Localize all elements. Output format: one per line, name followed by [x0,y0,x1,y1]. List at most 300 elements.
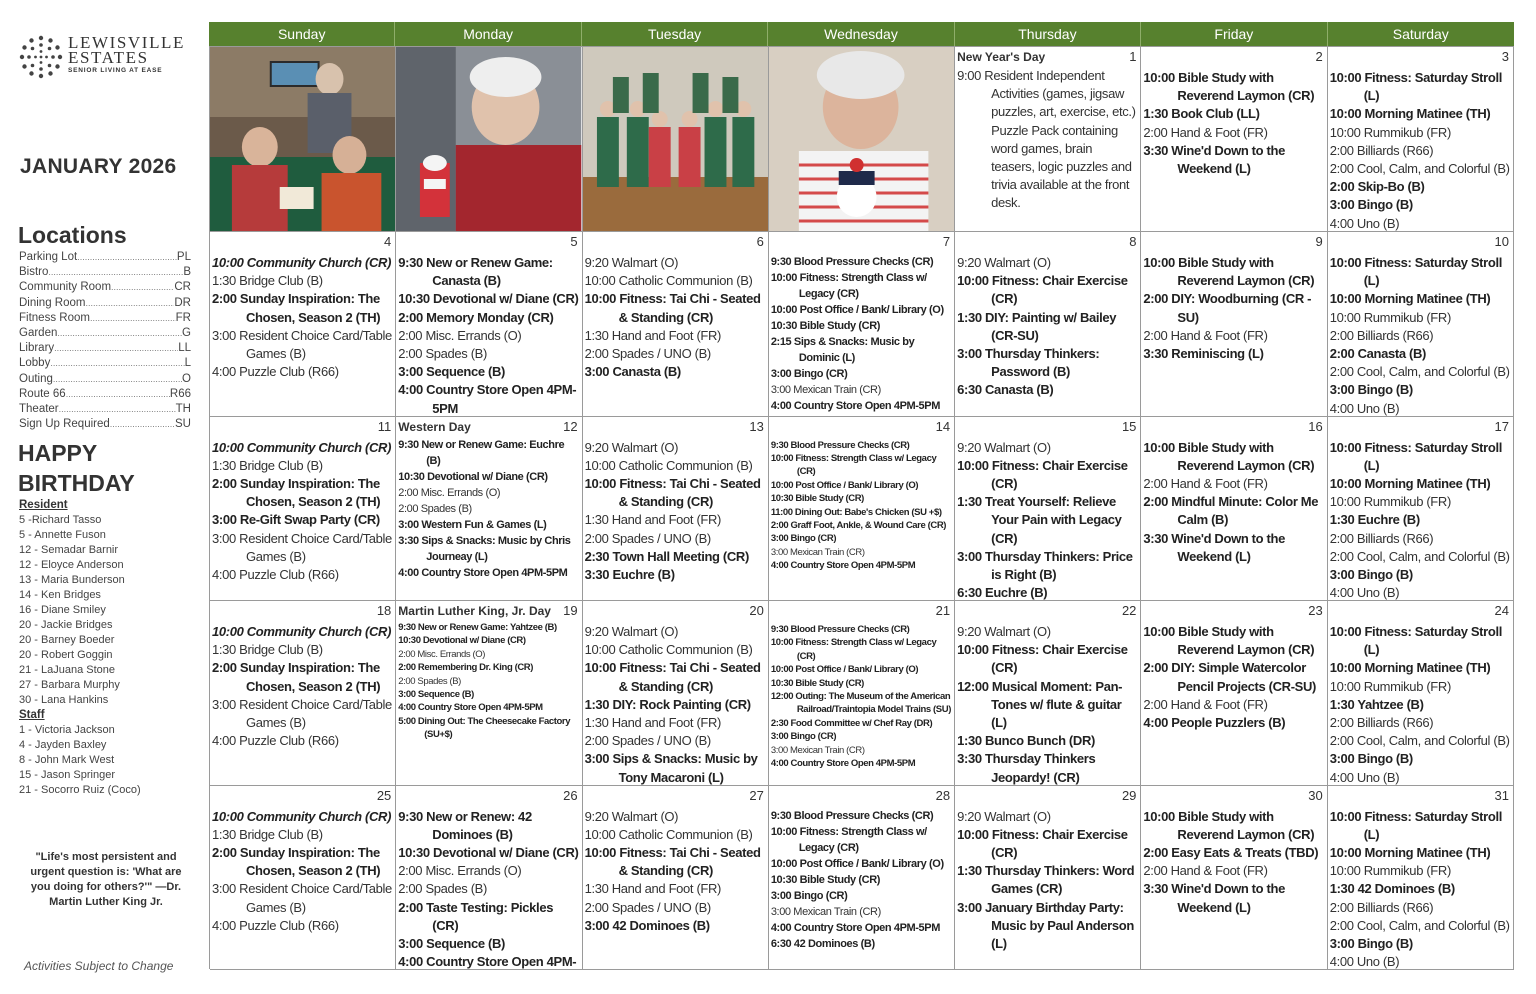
logo-tagline: SENIOR LIVING AT EASE [68,67,163,74]
leader-dots [54,341,178,356]
event-item: 10:30 Devotional w/ Diane (CR) [398,844,579,860]
event-item: 3:00 Bingo (B) [1329,751,1413,767]
event-list [1330,808,1510,971]
location-name: Library [19,342,55,355]
weekday-friday: Friday [1141,22,1327,46]
resident-birthday: 27 - Barbara Murphy [19,679,120,691]
event-item: 2:00 Cool, Calm, and Colorful (B) [1329,161,1510,177]
event-item: 10:00 Fitness: Saturday Stroll (L) [1329,70,1502,104]
event-item: 6:30 42 Dominoes (B) [770,937,875,950]
weekday-thursday: Thursday [955,22,1141,46]
event-item: 2:00 DIY: Woodburning (CR - SU) [1143,291,1312,325]
location-code: PL [176,251,191,263]
day-number: 25 [376,787,392,803]
event-item: 4:00 Country Store Open 4PM-5PM [770,758,916,770]
event-item: 2:00 Spades / UNO (B) [584,899,711,915]
resident-birthday: 12 - Semadar Barnir [19,544,119,556]
event-item: 10:00 Catholic Communion (B) [584,826,753,842]
birthday-heading-line1: HAPPY [18,440,98,466]
event-item: 1:30 Hand and Foot (FR) [584,512,722,528]
event-item: 2:00 Taste Testing: Pickles (CR) [398,899,554,933]
event-item: 2:00 Spades (B) [398,881,487,897]
event-item: 10:00 Rummikub (FR) [1329,309,1451,325]
holiday-label: New Year's Day [957,50,1046,64]
event-item: 4:00 Uno (B) [1329,400,1400,416]
event-item: 3:00 Sequence (B) [398,935,506,951]
day-cell-1 [955,47,1141,232]
event-list [1330,69,1510,232]
day-cell-16 [1141,417,1327,602]
event-item: 3:00 January Birthday Party: Music by Paul Anderson (L) [957,899,1134,951]
logo-line2: ESTATES [68,48,149,67]
day-number: 20 [749,603,764,618]
photo-resident-with-snowman [769,47,955,232]
day-number: 26 [563,787,578,803]
event-item: 4:00 People Puzzlers (B) [1143,715,1286,731]
event-item: 3:00 Thursday Thinkers: Password (B) [957,346,1100,380]
day-cell-28 [769,786,955,971]
event-list [957,808,1137,954]
event-item: 3:00 Bingo (CR) [770,368,848,380]
event-item: 10:30 Bible Study (CR) [770,320,881,332]
event-item: 4:00 Country Store Open 4PM-5PM [770,560,916,572]
event-item: 3:00 Sequence (B) [398,689,474,701]
event-list [212,439,392,585]
day-cell-29 [955,786,1141,971]
locations-heading: Locations [18,222,127,248]
lewisville-estates-logo [18,34,198,82]
day-number: 9 [1315,234,1323,249]
event-item: 10:00 Fitness: Strength Class w/ Legacy (CR) [770,637,937,662]
photo-group-residents [583,47,769,232]
event-item: 4:00 Uno (B) [1329,215,1400,231]
location-name: Dining Room [19,296,86,309]
day-number: 12 [563,418,578,434]
event-item: 9:20 Walmart (O) [584,808,679,824]
event-item: 9:20 Walmart (O) [584,255,679,270]
event-item: 10:00 Fitness: Strength Class w/ Legacy (CR) [770,272,927,300]
photo-residents-with-cards [210,47,396,232]
event-item: 9:20 Walmart (O) [957,624,1051,639]
day-cell-30 [1141,786,1327,971]
event-item: 3:00 Bingo (CR) [770,731,837,743]
event-list [1143,439,1323,566]
event-item: 2:00 Spades / UNO (B) [584,346,711,362]
day-number: 29 [1121,787,1137,803]
staff-birthday: 8 - John Mark West [19,754,115,766]
event-item: 10:30 Bible Study (CR) [770,873,881,886]
locations-list [19,250,191,432]
day-cell-15 [955,417,1141,602]
day-cell-13 [583,417,769,602]
event-item: 10:00 Rummikub (FR) [1329,124,1451,140]
day-number: 17 [1494,418,1509,434]
event-item: 10:00 Community Church (CR) [212,624,392,639]
event-item: 10:00 Post Office / Bank/ Library (O) [770,664,919,676]
event-item: 10:00 Fitness: Tai Chi - Seated & Standing (CR) [584,475,761,510]
location-item [19,296,191,311]
event-item: 10:00 Post Office / Bank/ Library (O) [770,304,944,316]
day-number: 6 [756,234,764,249]
event-list [771,439,951,573]
holiday-label: Western Day [398,419,471,434]
day-number: 15 [1121,418,1137,434]
event-item: 10:00 Fitness: Saturday Stroll (L) [1329,439,1502,473]
event-list [212,254,392,381]
resident-birthday-list [19,513,204,708]
location-name: Outing [19,372,53,385]
event-item: 3:00 42 Dominoes (B) [584,917,710,933]
event-item: 3:00 Western Fun & Games (L) [398,518,547,531]
event-list [398,437,578,581]
location-code: FR [175,311,191,324]
location-name: Lobby [19,357,51,370]
event-item: 2:00 Sunday Inspiration: The Chosen, Season 2 (TH) [212,844,381,879]
event-item: 3:30 Sips & Snacks: Music by Chris Journeay (L) [398,534,571,563]
location-name: Theater [19,403,59,416]
location-name: Fitness Room [19,311,90,324]
location-code: R66 [169,387,191,400]
event-item: 10:00 Fitness: Tai Chi - Seated & Standing (CR) [584,844,761,879]
event-item: 2:00 Hand & Foot (FR) [1143,327,1268,343]
day-number: 1 [1129,49,1137,64]
day-cell-27 [583,786,769,971]
resident-birthday: 20 - Robert Goggin [19,649,113,661]
event-item: 10:00 Catholic Communion (B) [584,457,753,473]
event-item: 9:30 New or Renew Game: Yahtzee (B) [398,622,557,633]
resident-birthday: 14 - Ken Bridges [19,589,101,601]
location-code: O [182,372,191,385]
day-number: 3 [1501,49,1509,64]
location-name: Garden [19,327,58,340]
location-code: L [184,357,191,370]
event-item: 3:30 Reminiscing (L) [1143,346,1264,362]
event-item: 2:00 Skip-Bo (B) [1329,179,1425,195]
location-code: B [183,266,191,279]
event-item: 12:00 Musical Moment: Pan-Tones w/ flute & guitar (L) [957,678,1123,731]
location-code: SU [175,418,191,431]
event-item: 1:30 Yahtzee (B) [1329,696,1424,712]
event-item: 2:00 Spades (B) [398,346,487,362]
event-item: 2:00 Cool, Calm, and Colorful (B) [1329,548,1510,564]
event-item: 1:30 Hand and Foot (FR) [584,881,722,897]
event-item: 2:00 Misc. Errands (O) [398,327,522,343]
event-list [585,254,765,381]
weekday-tuesday: Tuesday [582,22,768,46]
event-list [398,808,578,971]
event-item: 10:00 Fitness: Chair Exercise (CR) [957,273,1128,307]
event-item: 3:00 Resident Choice Card/Table Games (B) [212,530,392,564]
weekday-header [209,22,1514,46]
location-item [19,341,191,356]
event-item: 3:00 Bingo (B) [1329,935,1413,951]
location-name: Parking Lot [19,251,78,263]
event-item: 1:30 Euchre (B) [1329,512,1420,528]
location-item [19,326,191,341]
weekday-sunday: Sunday [209,22,395,46]
event-item: 3:00 Mexican Train (CR) [770,744,865,756]
day-number: 2 [1315,49,1323,64]
event-item: 4:00 Puzzle Club (R66) [212,566,339,582]
event-item: 9:30 Blood Pressure Checks (CR) [770,439,910,451]
event-item: 10:00 Rummikub (FR) [1329,863,1451,879]
day-cell-23 [1141,601,1327,786]
location-item [19,387,191,402]
day-cell-8 [955,232,1141,417]
event-item: 10:00 Morning Matinee (TH) [1329,291,1491,307]
location-code: LL [178,342,191,355]
day-number: 21 [935,603,951,618]
event-item: 10:00 Morning Matinee (TH) [1329,844,1491,860]
event-item: 3:00 Resident Choice Card/Table Games (B) [212,696,392,731]
event-item: 2:00 Sunday Inspiration: The Chosen, Season 2 (TH) [212,475,381,510]
event-item: 3:00 Bingo (CR) [770,889,848,902]
day-cell-31 [1328,786,1514,971]
leader-dots [53,372,182,387]
event-list [1143,808,1323,917]
staff-birthday-list [19,723,204,798]
event-item: 1:30 Bridge Club (B) [212,457,323,473]
day-number: 28 [935,787,951,803]
event-item: 10:00 Catholic Communion (B) [584,642,753,658]
event-item: 4:00 Country Store Open 4PM-5PM [398,382,577,416]
event-item: 10:00 Fitness: Tai Chi - Seated & Standing (CR) [584,660,761,694]
event-item: 2:00 Misc. Errands (O) [398,863,522,879]
calendar-grid [209,46,1514,969]
event-item: 9:20 Walmart (O) [957,439,1051,455]
day-number: 5 [570,234,578,249]
logo-dot-circle-icon [18,34,64,80]
holiday-label: Martin Luther King, Jr. Day [398,604,551,618]
event-item: 10:00 Fitness: Chair Exercise (CR) [957,826,1128,860]
event-item: 10:30 Devotional w/ Diane (CR) [398,470,548,483]
day-number: 16 [1308,418,1323,434]
event-item: 4:00 Puzzle Club (R66) [212,917,339,933]
event-item: 1:30 Thursday Thinkers: Word Games (CR) [957,863,1135,897]
leader-dots [50,356,184,371]
event-list [1330,439,1510,602]
event-item: 3:00 Bingo (B) [1329,197,1413,213]
event-item: 3:30 Wine'd Down to the Weekend (L) [1143,530,1285,564]
event-item: 10:00 Fitness: Strength Class w/ Legacy (CR) [770,825,927,854]
leader-dots [85,296,174,311]
staff-birthday: 1 - Victoria Jackson [19,724,115,736]
event-item: 1:30 Bridge Club (B) [212,273,323,289]
birthday-heading [18,438,188,498]
event-item: 4:00 Uno (B) [1329,954,1400,970]
day-number: 8 [1129,234,1137,249]
event-list [957,67,1137,213]
event-item: 3:30 Euchre (B) [584,566,675,582]
event-item: 3:30 Wine'd Down to the Weekend (L) [1143,142,1285,177]
event-list [1143,623,1323,732]
location-name: Community Room [19,281,112,294]
event-item: 1:30 Bunco Bunch (DR) [957,733,1095,749]
event-item: 9:30 Blood Pressure Checks (CR) [770,256,934,268]
photo-resident-with-gnome [396,47,582,232]
event-item: 6:30 Canasta (B) [957,382,1054,398]
staff-birthday: 15 - Jason Springer [19,769,115,781]
event-item: 2:00 Graff Foot, Ankle, & Wound Care (CR) [770,519,947,531]
staff-birthday: 21 - Socorro Ruiz (Coco) [19,784,141,796]
event-item: 9:30 New or Renew Game: Canasta (B) [398,255,553,289]
event-item: 11:00 Dining Out: Babe's Chicken (SU +$) [770,506,942,518]
event-item: 10:00 Bible Study with Reverend Laymon (CR) [1143,255,1315,289]
event-item: 4:00 Country Store Open 4PM-5PM [398,566,568,579]
resident-birthday: 20 - Barney Boeder [19,634,115,646]
month-title: JANUARY 2026 [20,155,177,178]
event-item: 2:00 Spades / UNO (B) [584,733,711,749]
day-cell-21 [769,601,955,786]
event-item: 10:00 Rummikub (FR) [1329,494,1451,510]
location-name: Sign Up Required [19,418,110,431]
event-item: 2:00 Mindful Minute: Color Me Calm (B) [1143,494,1319,528]
event-item: 2:00 Billiards (R66) [1329,530,1434,546]
event-item: 10:00 Fitness: Chair Exercise (CR) [957,642,1128,676]
event-item: 2:00 Billiards (R66) [1329,142,1434,158]
event-item: 10:00 Community Church (CR) [212,255,392,270]
event-item: 9:20 Walmart (O) [957,808,1051,824]
event-list [1330,623,1510,786]
event-list [957,623,1137,786]
day-cell-14 [769,417,955,602]
event-list [957,254,1137,400]
event-item: 1:30 DIY: Rock Painting (CR) [584,696,751,712]
event-item: 10:00 Bible Study with Reverend Laymon (CR) [1143,624,1315,658]
event-item: 3:00 Mexican Train (CR) [770,905,881,918]
mlk-quote: "Life's most persistent and urgent question is: 'What are you doing for others?'" —Dr. Martin Luther King Jr. [30,851,182,908]
event-item: 4:00 Country Store Open 4PM-5PM [770,400,940,412]
day-number: 14 [935,418,951,434]
day-cell-4 [210,232,396,417]
event-item: 2:15 Sips & Snacks: Music by Dominic (L) [770,336,915,364]
birthday-block [19,498,204,798]
event-list [1143,254,1323,363]
day-number: 7 [942,234,951,249]
location-name: Bistro [19,266,49,279]
event-item: 10:00 Fitness: Saturday Stroll (L) [1329,624,1502,658]
leader-dots [57,326,182,341]
event-item: 3:00 Mexican Train (CR) [770,384,881,396]
day-number: 19 [563,603,578,618]
event-item: 10:00 Morning Matinee (TH) [1329,660,1491,676]
event-item: 2:00 Memory Monday (CR) [398,309,554,325]
resident-heading: Resident [19,499,68,511]
event-item: 1:30 Bridge Club (B) [212,826,323,842]
event-item: 4:00 Country Store Open 4PM-5PM [770,921,940,934]
event-item: 4:00 Country Store Open 4PM- [398,954,577,970]
day-cell-12 [396,417,582,602]
event-item: 2:00 Misc. Errands (O) [398,648,486,660]
day-cell-3 [1328,47,1514,232]
event-item: 10:30 Bible Study (CR) [770,677,864,689]
event-item: 2:00 Spades (B) [398,675,461,687]
event-item: 3:00 Re-Gift Swap Party (CR) [212,512,380,528]
day-cell-10 [1328,232,1514,417]
event-item: 2:00 Remembering Dr. King (CR) [398,662,534,674]
event-item: 10:00 Post Office / Bank/ Library (O) [770,857,944,870]
event-item: 1:30 42 Dominoes (B) [1329,881,1455,897]
event-list [771,808,951,952]
event-item: 9:20 Walmart (O) [584,439,679,455]
event-item: 9:00 Resident Independent Activities (games, jigsaw puzzles, art, exercise, etc.) Puzzle Pack containing word games, brain teasers, logic puzzles and trivia available at the front desk. [957,68,1136,211]
disclaimer: Activities Subject to Change [24,959,174,973]
event-list [398,621,578,742]
event-item: 3:00 Mexican Train (CR) [770,546,865,558]
location-item [19,372,191,387]
event-item: 3:00 Sips & Snacks: Music by Tony Macaroni (L) [584,751,758,785]
event-item: 2:00 Billiards (R66) [1329,327,1434,343]
leader-dots [48,265,183,280]
event-item: 12:00 Outing: The Museum of the American Railroad/Traintopia Model Trains (SU) [770,691,951,716]
day-number: 31 [1494,787,1509,803]
logo-name [68,35,185,65]
event-list [957,439,1137,602]
event-item: 9:20 Walmart (O) [584,624,679,639]
day-cell-26 [396,786,582,971]
event-item: 2:00 Misc. Errands (O) [398,486,501,499]
event-item: 10:00 Fitness: Tai Chi - Seated & Standing (CR) [584,291,761,325]
location-code: DR [174,296,191,309]
event-item: 4:00 Uno (B) [1329,585,1400,601]
day-cell-24 [1328,601,1514,786]
weekday-saturday: Saturday [1392,26,1449,42]
event-item: 2:00 Cool, Calm, and Colorful (B) [1329,733,1510,749]
day-number: 13 [749,418,764,434]
leader-dots [59,402,176,417]
event-list [585,623,765,786]
event-item: 10:30 Devotional w/ Diane (CR) [398,635,526,647]
calendar [209,22,1514,969]
day-cell-5 [396,232,582,417]
event-list [1330,254,1510,417]
event-item: 9:30 Blood Pressure Checks (CR) [770,809,934,822]
resident-birthday: 16 - Diane Smiley [19,604,106,616]
day-cell-2 [1141,47,1327,232]
resident-birthday: 21 - LaJuana Stone [19,664,116,676]
event-item: 2:30 Food Committee w/ Chef Ray (DR) [770,717,933,729]
resident-birthday: 30 - Lana Hankins [19,694,109,706]
event-item: 10:00 Community Church (CR) [212,808,392,824]
event-list [212,623,392,750]
leader-dots [66,387,170,402]
resident-birthday: 13 - Maria Bunderson [19,574,125,586]
day-cell-11 [210,417,396,602]
event-list [1143,69,1323,178]
event-item: 4:00 Country Store Open 4PM-5PM [398,702,543,714]
resident-birthday: 5 -Richard Tasso [19,514,102,526]
event-item: 10:30 Devotional w/ Diane (CR) [398,291,579,307]
event-item: 10:00 Rummikub (FR) [1329,678,1451,694]
event-item: 2:00 Sunday Inspiration: The Chosen, Season 2 (TH) [212,291,381,325]
day-number: 11 [377,418,392,434]
event-item: 1:30 Hand and Foot (FR) [584,715,722,731]
day-cell-9 [1141,232,1327,417]
staff-heading: Staff [19,709,45,721]
event-item: 10:00 Morning Matinee (TH) [1329,475,1491,491]
day-number: 10 [1494,234,1509,249]
event-item: 2:00 Canasta (B) [1329,346,1426,362]
event-item: 2:00 Easy Eats & Treats (TBD) [1143,844,1319,860]
event-item: 3:30 Wine'd Down to the Weekend (L) [1143,881,1285,915]
event-item: 2:00 Hand & Foot (FR) [1143,475,1268,491]
event-item: 4:00 Puzzle Club (R66) [212,364,339,380]
day-number: 24 [1494,603,1509,618]
event-item: 10:00 Fitness: Saturday Stroll (L) [1329,808,1502,842]
event-item: 2:00 Spades / UNO (B) [584,530,711,546]
location-item [19,265,191,280]
event-item: 10:00 Catholic Communion (B) [584,273,753,289]
